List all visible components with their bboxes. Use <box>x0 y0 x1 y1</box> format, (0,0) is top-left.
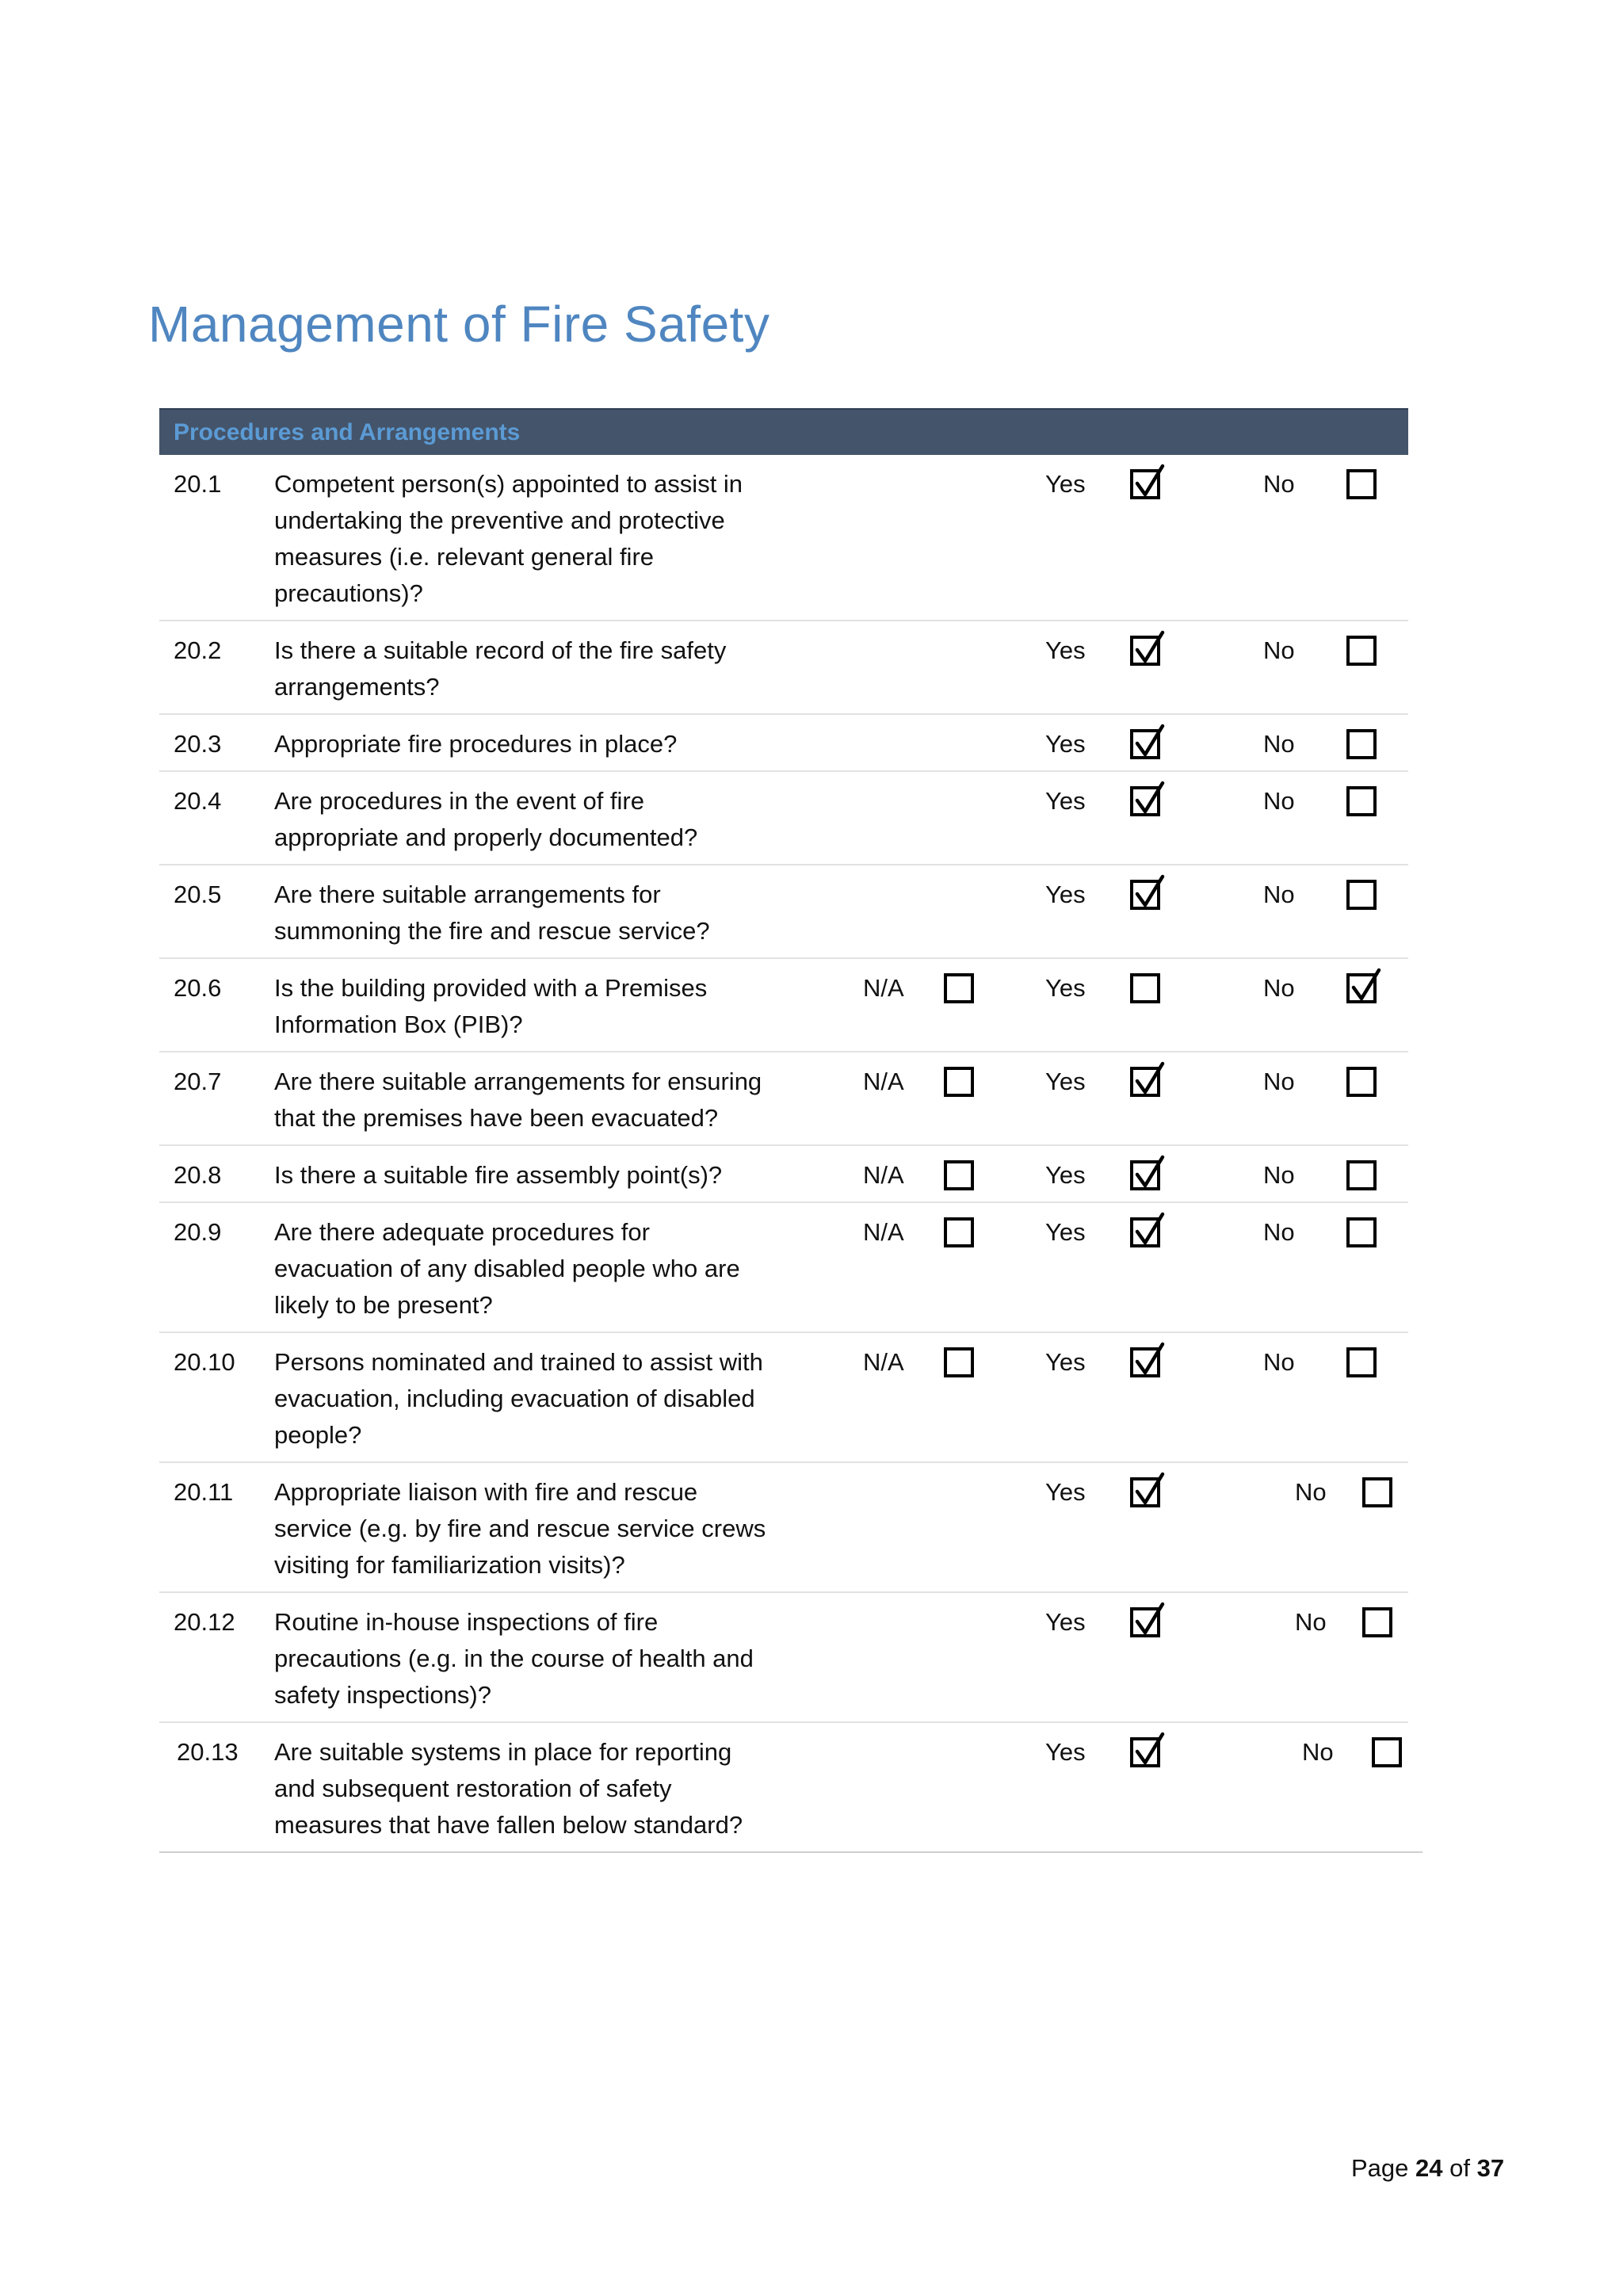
yes-checkbox[interactable] <box>1130 973 1160 1003</box>
na-label: N/A <box>863 1218 904 1246</box>
no-label: No <box>1263 1218 1295 1246</box>
question-text: Are procedures in the event of fire appropriate and properly documented? <box>274 787 698 851</box>
yes-label: Yes <box>1045 1608 1086 1636</box>
no-label: No <box>1263 787 1295 815</box>
checklist-row <box>159 715 1408 772</box>
check-mark-icon <box>1351 968 1383 1005</box>
na-label: N/A <box>863 1068 904 1095</box>
question-text: Are suitable systems in place for reporting and subsequent restoration of safety measures that have fallen below standard? <box>274 1738 743 1839</box>
yes-label: Yes <box>1045 636 1086 664</box>
yes-checkbox[interactable] <box>1130 1067 1160 1097</box>
check-mark-icon <box>1135 1213 1167 1249</box>
check-mark-icon <box>1135 1733 1167 1769</box>
check-mark-icon <box>1135 1473 1167 1509</box>
page-title: Management of Fire Safety <box>148 296 770 353</box>
no-checkbox[interactable] <box>1346 1067 1377 1097</box>
question-text: Are there suitable arrangements for summoning the fire and rescue service? <box>274 881 710 945</box>
question-number: 20.10 <box>174 1348 235 1376</box>
check-mark-icon <box>1135 724 1167 761</box>
yes-checkbox[interactable] <box>1130 1737 1160 1767</box>
checklist-row <box>159 621 1408 715</box>
checklist-row <box>159 1593 1408 1723</box>
yes-label: Yes <box>1045 1738 1086 1766</box>
question-text: Competent person(s) appointed to assist in undertaking the preventive and protective measures (i.e. relevant general fire precautions)? <box>274 470 743 607</box>
section-header <box>159 408 1408 455</box>
na-label: N/A <box>863 974 904 1002</box>
page-word: Page <box>1351 2154 1409 2182</box>
na-label: N/A <box>863 1348 904 1376</box>
yes-label: Yes <box>1045 1478 1086 1506</box>
question-text: Appropriate fire procedures in place? <box>274 730 678 758</box>
question-number: 20.3 <box>174 730 222 758</box>
no-checkbox[interactable] <box>1346 1347 1377 1377</box>
check-mark-icon <box>1135 1156 1167 1192</box>
checklist-row <box>159 455 1408 621</box>
yes-label: Yes <box>1045 787 1086 815</box>
total-pages: 37 <box>1476 2154 1505 2182</box>
of-word: of <box>1449 2154 1470 2182</box>
no-label: No <box>1302 1738 1334 1766</box>
check-mark-icon <box>1135 781 1167 818</box>
no-checkbox[interactable] <box>1362 1607 1392 1637</box>
question-text: Is there a suitable fire assembly point(s)? <box>274 1161 723 1189</box>
page-number <box>1351 2154 1504 2183</box>
no-checkbox[interactable] <box>1346 469 1377 499</box>
yes-label: Yes <box>1045 1348 1086 1376</box>
na-checkbox[interactable] <box>944 1217 974 1247</box>
check-mark-icon <box>1135 1603 1167 1639</box>
na-checkbox[interactable] <box>944 1067 974 1097</box>
check-mark-icon <box>1135 875 1167 911</box>
yes-label: Yes <box>1045 1218 1086 1246</box>
no-checkbox[interactable] <box>1346 636 1377 666</box>
no-checkbox[interactable] <box>1346 729 1377 759</box>
checklist-row <box>159 1203 1408 1333</box>
checklist-row <box>159 1052 1408 1146</box>
question-text: Appropriate liaison with fire and rescue service (e.g. by fire and rescue service crews visiting for familiarization visits)? <box>274 1478 766 1579</box>
check-mark-icon <box>1135 464 1167 501</box>
yes-checkbox[interactable] <box>1130 786 1160 816</box>
question-text: Routine in-house inspections of fire precautions (e.g. in the course of health and safety inspections)? <box>274 1608 754 1709</box>
na-label: N/A <box>863 1161 904 1189</box>
yes-label: Yes <box>1045 730 1086 758</box>
question-number: 20.1 <box>174 470 222 498</box>
na-checkbox[interactable] <box>944 973 974 1003</box>
no-checkbox[interactable] <box>1372 1737 1402 1767</box>
question-number: 20.4 <box>174 787 222 815</box>
na-checkbox[interactable] <box>944 1347 974 1377</box>
checklist-table <box>159 408 1408 1853</box>
checklist-row <box>159 1463 1408 1593</box>
yes-checkbox[interactable] <box>1130 636 1160 666</box>
yes-label: Yes <box>1045 470 1086 498</box>
no-label: No <box>1263 636 1295 664</box>
yes-checkbox[interactable] <box>1130 1160 1160 1190</box>
check-mark-icon <box>1135 1343 1167 1379</box>
checklist-row <box>159 772 1408 865</box>
yes-checkbox[interactable] <box>1130 880 1160 910</box>
yes-checkbox[interactable] <box>1130 1477 1160 1507</box>
yes-checkbox[interactable] <box>1130 1607 1160 1637</box>
checklist-row <box>159 1723 1423 1853</box>
no-label: No <box>1263 730 1295 758</box>
question-number: 20.8 <box>174 1161 222 1189</box>
no-label: No <box>1295 1608 1327 1636</box>
checklist-row <box>159 1146 1408 1203</box>
no-label: No <box>1263 1161 1295 1189</box>
question-number: 20.13 <box>177 1738 239 1766</box>
question-number: 20.11 <box>174 1478 234 1506</box>
question-text: Are there suitable arrangements for ensuring that the premises have been evacuated? <box>274 1068 762 1132</box>
no-label: No <box>1263 881 1295 908</box>
question-text: Is there a suitable record of the fire safety arrangements? <box>274 636 727 701</box>
checklist-row <box>159 1333 1408 1463</box>
check-mark-icon <box>1135 1062 1167 1098</box>
no-label: No <box>1263 1068 1295 1095</box>
question-text: Are there adequate procedures for evacuation of any disabled people who are likely to be present? <box>274 1218 740 1319</box>
check-mark-icon <box>1135 631 1167 667</box>
checklist-row <box>159 865 1408 959</box>
na-checkbox[interactable] <box>944 1160 974 1190</box>
yes-label: Yes <box>1045 974 1086 1002</box>
no-checkbox[interactable] <box>1346 1160 1377 1190</box>
no-label: No <box>1263 470 1295 498</box>
yes-checkbox[interactable] <box>1130 729 1160 759</box>
no-checkbox[interactable] <box>1362 1477 1392 1507</box>
question-text: Persons nominated and trained to assist with evacuation, including evacuation of disabled people? <box>274 1348 763 1449</box>
no-label: No <box>1263 974 1295 1002</box>
question-number: 20.5 <box>174 881 222 908</box>
no-label: No <box>1295 1478 1327 1506</box>
question-text: Is the building provided with a Premises Information Box (PIB)? <box>274 974 708 1038</box>
question-number: 20.9 <box>174 1218 222 1246</box>
yes-label: Yes <box>1045 881 1086 908</box>
question-number: 20.6 <box>174 974 222 1002</box>
yes-label: Yes <box>1045 1068 1086 1095</box>
no-checkbox[interactable] <box>1346 786 1377 816</box>
question-number: 20.2 <box>174 636 222 664</box>
no-label: No <box>1263 1348 1295 1376</box>
no-checkbox[interactable] <box>1346 1217 1377 1247</box>
question-number: 20.12 <box>174 1608 235 1636</box>
yes-label: Yes <box>1045 1161 1086 1189</box>
section-title: Procedures and Arrangements <box>174 418 521 445</box>
no-checkbox[interactable] <box>1346 880 1377 910</box>
question-number: 20.7 <box>174 1068 222 1095</box>
current-page: 24 <box>1415 2154 1443 2182</box>
yes-checkbox[interactable] <box>1130 469 1160 499</box>
checklist-row <box>159 959 1408 1052</box>
no-checkbox[interactable] <box>1346 973 1377 1003</box>
yes-checkbox[interactable] <box>1130 1347 1160 1377</box>
yes-checkbox[interactable] <box>1130 1217 1160 1247</box>
